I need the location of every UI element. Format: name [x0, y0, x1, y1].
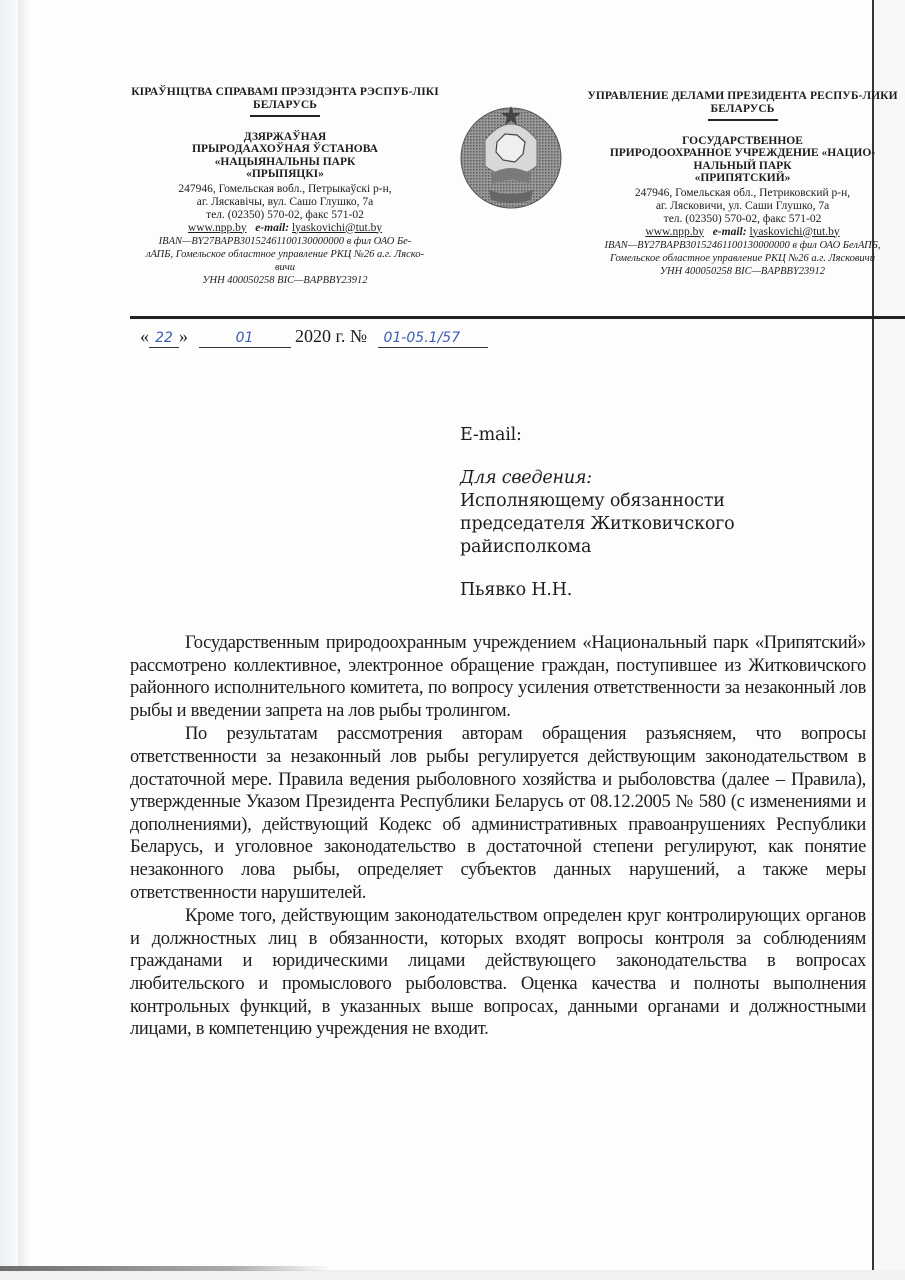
body-paragraph: По результатам рассмотрения авторам обращения разъясняем, что вопросы ответственности за незаконный лов рыбы регулируется действующим законодательством в достаточной мере. Правила ведения рыболовного хозяйства и рыболовства (далее – Правила), утвержденные Указом Президента Республики Беларусь от 08.12.2005 № 580 (с изменениями и дополнениями), действующий Кодекс об административных правоанрушениях Республики Беларусь, и уголовное законодательство в достаточной степени регулируют, как понятие незаконного лова рыбы, определяет субъектов данных нарушений, а также меры ответственности нарушителей. — [130, 724, 866, 903]
ministry-title-ru: УПРАВЛЕНИЕ ДЕЛАМИ ПРЕЗИДЕНТА РЕСПУБ-ЛИКИ БЕЛАРУСЬ — [587, 90, 898, 115]
recipient-block — [460, 424, 734, 602]
tax-ids: УНН 400050258 BIC—BAPBBY23912 — [659, 265, 826, 277]
tax-ids: УНН 400050258 BIC—BAPBBY23912 — [202, 274, 368, 286]
recipient-name: Пьявко Н.Н. — [460, 580, 573, 600]
for-information-label: Для сведения: — [460, 468, 592, 488]
handwritten-month: 01 — [199, 329, 291, 348]
year-label: 2020 г. № — [295, 326, 368, 346]
email-link[interactable]: lyaskovichi@tut.by — [749, 225, 840, 238]
recipient-title-line: председателя Житковичского — [460, 514, 735, 534]
scan-bottom-shadow — [0, 1266, 330, 1271]
letter-body — [130, 632, 866, 1042]
address-ru: 247946, Гомельская обл., Петриковский р-н, аг. Лясковичи, ул. Саши Глушко, 7а тел. (02350) 570-02, факс 571-02 www.npp.by e-mail: lyaskovichi@tut.by — [634, 186, 851, 238]
scan-left-edge — [0, 0, 18, 1280]
ministry-underline — [250, 115, 320, 117]
dateline: « 22 » 01 2020 г. № 01-05.1/57 — [140, 326, 488, 348]
letterhead-russian — [575, 90, 905, 278]
website-link[interactable]: www.npp.by — [187, 221, 247, 234]
recipient-title-line: Исполняющему обязанности — [460, 491, 725, 511]
body-paragraph: Государственным природоохранным учреждением «Национальный парк «Припятский» рассмотрено коллективное, электронное обращение граждан, поступившее из Житковичского районного исполнительного комитета, по вопросу усиления ответственности за незаконный лов рыбы и введении запрета на лов рыбы тролингом. — [130, 633, 866, 721]
state-emblem-icon — [455, 100, 567, 212]
email-label: e-mail — [255, 221, 286, 234]
website-link[interactable]: www.npp.by — [645, 225, 705, 238]
email-link[interactable]: lyaskovichi@tut.by — [291, 221, 383, 234]
bank-details-by: IBAN—BY27BAPB30152461100130000000 в фил ОАО Бе- лАПБ, Гомельское областное управление РКЦ №26 а.г. Ляско- вичи УНН 400050258 BIC—BAPBBY23912 — [120, 235, 450, 287]
scan-left-shadow — [18, 0, 30, 1280]
email-label: e-mail — [712, 225, 743, 238]
recipient-title-line: райисполкома — [460, 537, 592, 557]
letterhead-divider — [130, 316, 905, 319]
handwritten-day: 22 — [149, 329, 179, 348]
bank-details-ru: IBAN—BY27BAPB30152461100130000000 в фил ОАО БелАПБ, Гомельское областное управление РКЦ №26 а.г. Лясковичи УНН 400050258 BIC—BAPBBY23912 — [575, 239, 905, 278]
handwritten-reference-number: 01-05.1/57 — [378, 329, 488, 348]
org-name-ru: ГОСУДАРСТВЕННОЕ ПРИРОДООХРАННОЕ УЧРЕЖДЕНИЕ «НАЦИО- НАЛЬНЫЙ ПАРК «ПРИПЯТСКИЙ» — [609, 134, 876, 184]
ministry-title-by: КІРАЎНІЦТВА СПРАВАМІ ПРЭЗІДЭНТА РЭСПУБ-ЛІКІ БЕЛАРУСЬ — [131, 86, 439, 111]
body-paragraph: Кроме того, действующим законодательством определен круг контролирующих органов и должностных лиц в обязанности, которых входят вопросы контроля за соблюдениям гражданами и юридическими лицами действующего законодательства в вопросах любительского и промыслового рыболовства. Оценка качества и полноты выполнения контрольных функций, в указанных выше вопросах, данными органами и должностными лицами, в компетенцию учреждения не входит. — [130, 906, 866, 1040]
letterhead-belarusian — [120, 86, 450, 287]
org-name-by: ДЗЯРЖАЎНАЯ ПРЫРОДААХОЎНАЯ ЎСТАНОВА «НАЦЫЯНАЛЬНЫ ПАРК «ПРЫПЯЦКІ» — [192, 130, 378, 180]
recipient-email-label: E-mail: — [460, 425, 522, 445]
ministry-underline — [708, 119, 778, 121]
scan-bottom-edge — [0, 1270, 905, 1280]
address-by: 247946, Гомельская вобл., Петрыкаўскі р-н, аг. Ляскавічы, вул. Сашо Глушко, 7а тел. (02350) 570-02, факс 571-02 www.npp.by e-mail: lyaskovichi@tut.by — [178, 182, 392, 234]
